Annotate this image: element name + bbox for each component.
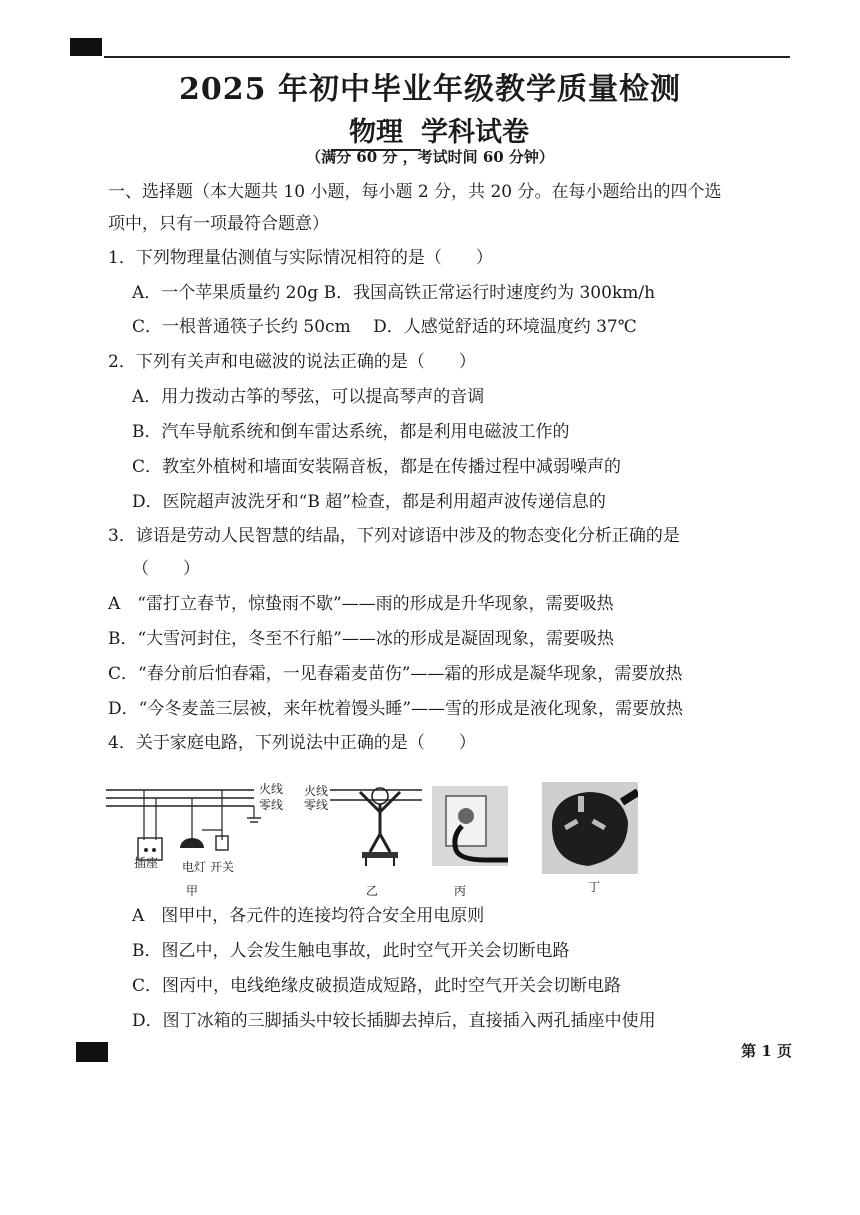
subject-title [0,110,860,151]
question-2-option-c: C．教室外植树和墙面安装隔音板，都是在传播过程中减弱噪声的 [132,457,622,477]
circuit-diagram-jia [104,778,284,868]
corner-mark-bottom [76,1042,108,1062]
question-3-option-b: B．“大雪河封住，冬至不行船”——冰的形成是凝固现象，需要吸热 [108,629,614,649]
label-socket: 插座 [134,856,159,870]
question-2-option-d: D．医院超声波洗牙和“B 超”检查，都是利用超声波传递信息的 [132,492,606,512]
label-lamp: 电灯 [182,860,207,874]
subject-name: 物理 [331,110,421,151]
caption-jia: 甲 [186,884,199,898]
label-live: 火线 [259,782,284,796]
label-neutral: 零线 [259,798,284,812]
person-touching-wires-yi [326,778,426,872]
caption-bing: 丙 [454,884,467,898]
question-4-figure [104,778,654,896]
question-2-option-a: A．用力拨动古筝的琴弦，可以提高琴声的音调 [132,387,485,407]
question-3-option-d: D．“今冬麦盖三层被，来年枕着馒头睡”——雪的形成是液化现象，需要放热 [108,699,684,719]
question-4-option-c: C．图丙中，电线绝缘皮破损造成短路，此时空气开关会切断电路 [132,976,622,996]
question-2-stem: 2．下列有关声和电磁波的说法正确的是（ ） [108,352,476,372]
question-3-option-c: C．“春分前后怕春霜，一见春霜麦苗伤”——霜的形成是凝华现象，需要放热 [108,664,683,684]
section-heading-line2: 项中，只有一项最符合题意） [108,214,329,234]
exam-info: （满分 60 分 ，考试时间 60 分钟） [306,148,554,166]
question-4-option-b: B．图乙中，人会发生触电事故，此时空气开关会切断电路 [132,941,570,961]
section-heading-line1: 一、选择题（本大题共 10 小题，每小题 2 分，共 20 分。在每小题给出的四个选 [108,182,722,202]
question-2-option-b: B．汽车导航系统和倒车雷达系统，都是利用电磁波工作的 [132,422,570,442]
question-1-options-cd: C．一根普通筷子长约 50cm D．人感觉舒适的环境温度约 37℃ [132,317,637,337]
three-pin-plug-photo-ding [542,782,638,874]
damaged-wire-photo-bing [432,786,508,866]
label-neutral-2: 零线 [304,798,329,812]
question-3-stem: 3．谚语是劳动人民智慧的结晶，下列对谚语中涉及的物态变化分析正确的是 [108,526,680,546]
caption-ding: 丁 [588,880,601,894]
page-number: 第 1 页 [741,1042,792,1060]
label-switch: 开关 [210,860,235,874]
corner-mark-top [70,38,102,56]
question-1-options-ab: A．一个苹果质量约 20g B．我国高铁正常运行时速度约为 300km/h [132,283,656,303]
question-4-option-a: A 图甲中，各元件的连接均符合安全用电原则 [132,906,485,926]
question-4-stem: 4．关于家庭电路，下列说法中正确的是（ ） [108,733,476,753]
caption-yi: 乙 [366,884,379,898]
question-4-option-d: D．图丁冰箱的三脚插头中较长插脚去掉后，直接插入两孔插座中使用 [132,1011,656,1031]
exam-title: 2025 年初中毕业年级教学质量检测 [179,72,681,107]
question-3-option-a: A “雷打立春节，惊蛰雨不歇”——雨的形成是升华现象，需要吸热 [108,594,614,614]
header-rule [104,56,790,58]
question-3-stem-bracket: （ ） [132,559,200,579]
label-live-2: 火线 [304,784,329,798]
subject-suffix: 学科试卷 [421,117,529,148]
question-1-stem: 1．下列物理量估测值与实际情况相符的是（ ） [108,248,493,268]
